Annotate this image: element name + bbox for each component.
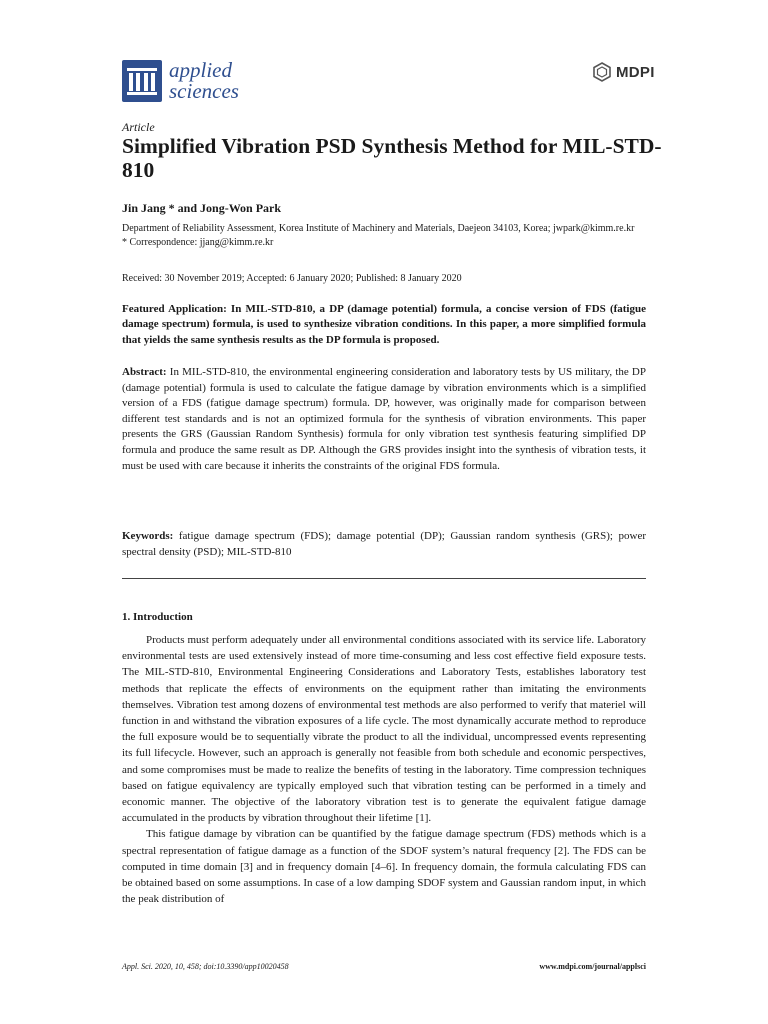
abstract	[122, 365, 646, 474]
section-heading: 1. Introduction	[122, 611, 193, 623]
abstract-text: In MIL-STD-810, the environmental engineering consideration and laboratory tests by US military, the DP (damage potential) formula is used to calculate the fatigue damage by vibration environments which is a simplified version of a FDS (fatigue damage spectrum) formula. DP, however, was originally made for comparison between different test standards and is not an optimized formula for the synthesis of vibration environments. This paper presents the GRS (Gaussian Random Synthesis) formula for only vibration test synthesis featuring simplified DP formula and produce the same result as DP. Although the GRS provides insight into the synthesis of vibration tests, it must be used with care because it inherits the constraints of the original FDS formula.	[122, 366, 646, 472]
correspondence: * Correspondence: jjang@kimm.re.kr	[122, 236, 274, 248]
featured-application: Featured Application: In MIL-STD-810, a DP (damage potential) formula, a concise version of FDS (fatigue damage spectrum) formula, is used to synthesize vibration conditions. In this paper, a more simplified formula that yields the same synthesis results as the DP formula is proposed.	[122, 303, 646, 346]
affiliation: Department of Reliability Assessment, Korea Institute of Machinery and Materials, Daejeon 34103, Korea; jwpark@kimm.re.kr	[122, 223, 635, 234]
author-list: Jin Jang * and Jong-Won Park	[122, 201, 282, 215]
journal-name-line2: sciences	[169, 79, 239, 103]
journal-logo	[122, 60, 239, 102]
publication-dates: Received: 30 November 2019; Accepted: 6 January 2020; Published: 8 January 2020	[122, 273, 462, 284]
journal-name-line1: applied	[169, 58, 232, 82]
journal-name	[169, 60, 239, 102]
abstract-label: Abstract:	[122, 366, 167, 378]
section-divider	[122, 578, 646, 579]
keywords	[122, 528, 646, 560]
article-type: Article	[122, 120, 155, 134]
mdpi-hexagon-icon	[592, 62, 612, 82]
publisher-name: MDPI	[616, 63, 655, 81]
article-title: Simplified Vibration PSD Synthesis Method for MIL-STD-810	[122, 134, 662, 182]
columns-icon	[125, 64, 159, 98]
keywords-text: fatigue damage spectrum (FDS); damage potential (DP); Gaussian random synthesis (GRS); power spectral density (PSD); MIL-STD-810	[122, 530, 646, 558]
footer-citation: Appl. Sci. 2020, 10, 458; doi:10.3390/app10020458	[122, 962, 289, 971]
paragraph: This fatigue damage by vibration can be quantified by the fatigue damage spectrum (FDS) methods which is a spectral representation of fatigue damage as a function of the SDOF system’s natural frequency [2]. The FDS can be computed in time domain [3] and in frequency domain [4–6]. In frequency domain, the formula calculating FDS can be obtained based on some assumptions. In case of a low damping SDOF system and Gaussian random input, in which the peak distribution of	[122, 828, 646, 906]
journal-emblem-icon	[122, 60, 162, 102]
publisher-logo	[592, 62, 655, 82]
affiliation-block	[122, 222, 642, 249]
journal-url-link[interactable]: www.mdpi.com/journal/applsci	[539, 962, 646, 971]
keywords-label: Keywords:	[122, 530, 174, 542]
paragraph: Products must perform adequately under all environmental conditions associated with its service life. Laboratory environmental tests are used extensively instead of more time-consuming and less cost effective field exposure tests. The MIL-STD-810, Environmental Engineering Considerations and Laboratory Tests, establishes laboratory test methods that replicate the effects of environments on the equipment rather than imitating the environments themselves. Vibration test among dozens of environmental test methods are also performed to verify that materiel will function in and withstand the vibration exposures of a life cycle. The most dynamically accurate method to reproduce the full exposure would be to sequentially vibrate the product to all the individual, uncompressed events representing its full lifecycle. However, such an approach is generally not feasible from both schedule and economic perspectives, and some compromises must be made to realize the benefits of testing in the laboratory. Time compression techniques based on fatigue equivalency are typically employed such that vibration testing can be performed in a timely and economic manner. The objective of the laboratory vibration test is to generate the equivalent fatigue damage accumulated in the products by vibration throughout their lifetime [1].	[122, 634, 646, 825]
body-text	[122, 632, 646, 907]
